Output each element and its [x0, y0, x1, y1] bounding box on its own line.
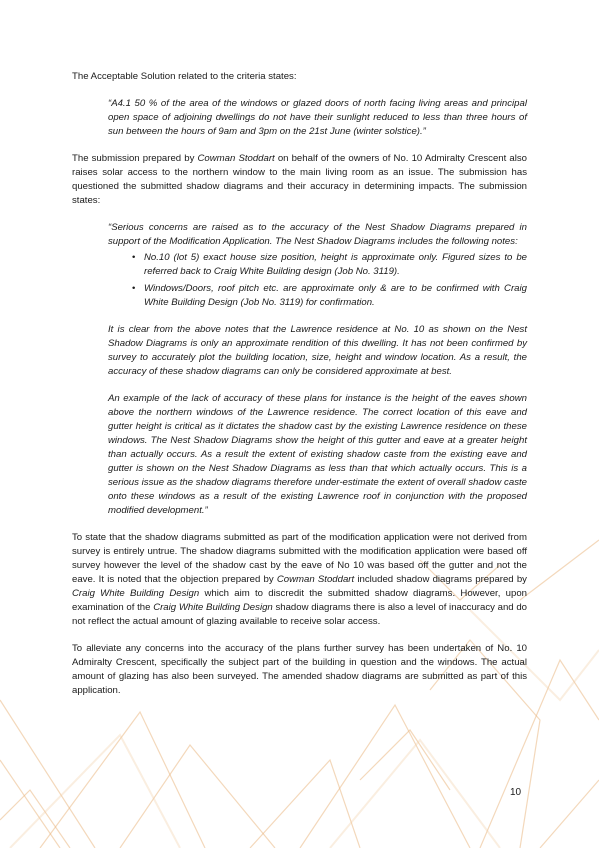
list-item	[108, 282, 527, 310]
bullet-icon: •	[132, 283, 136, 294]
designer-name-repeat: Craig White Building Design	[153, 602, 273, 613]
submission-paragraph	[72, 152, 527, 208]
submission-paragraph-post: on behalf of the owners of No. 10 Admiralty Crescent also raises solar access to the northern window to the main living room as an issue. The submission has questioned the submitted shadow diagrams and their accuracy in determining impacts. The submission states:	[72, 153, 528, 206]
page-number: 10	[510, 787, 522, 798]
response-part-2: included shadow diagrams prepared by	[354, 574, 527, 585]
submission-paragraph-pre: The submission prepared by	[72, 153, 198, 164]
quote-a41-text: “A4.1 50 % of the area of the windows or glazed doors of north facing living areas and principal open space of adjoining dwellings do not have their sunlight reduced to less than three hours of sun between the hours of 9am and 3pm on the 21st June (winter solstice).”	[108, 98, 527, 137]
document-body	[72, 70, 527, 698]
acceptable-solution-quote	[108, 97, 527, 139]
objector-name: Cowman Stoddart	[276, 574, 355, 585]
response-part-3: which aim to discredit the submitted shadow diagrams. However, upon examination of the	[72, 588, 527, 613]
response-paragraph	[72, 531, 527, 629]
intro-paragraph: The Acceptable Solution related to the criteria states:	[72, 71, 297, 82]
submission-author-name: Cowman Stoddart	[197, 153, 275, 164]
list-item	[108, 251, 527, 279]
notes-list	[108, 251, 527, 310]
list-item-text: Windows/Doors, roof pitch etc. are approximate only & are to be confirmed with Craig White Building Design (Job No. 3119) for confirmation.	[144, 283, 527, 308]
response-part-1: To state that the shadow diagrams submitted as part of the modification application were not derived from survey is entirely untrue. The shadow diagrams submitted with the modification application were based off survey however the level of the shadow cast by the eave of No 10 was based off the gutter and not the eave. It is noted that the objection prepared by	[72, 532, 527, 585]
submission-quote-opening: “Serious concerns are raised as to the accuracy of the Nest Shadow Diagrams prepared in support of the Modification Application. The Nest Shadow Diagrams includes the following notes:	[108, 222, 527, 247]
submission-quote	[108, 221, 527, 518]
list-item-text: No.10 (lot 5) exact house size position, height is approximate only. Figured sizes to be referred back to Craig White Building design (Job No. 3119).	[144, 252, 527, 277]
survey-paragraph: To alleviate any concerns into the accuracy of the plans further survey has been undertaken of No. 10 Admiralty Crescent, specifically the subject part of the building in question and the windows. The actual amount of glazing has also been surveyed. The amended shadow diagrams are submitted as part of this application.	[72, 643, 527, 696]
response-part-4: shadow diagrams there is also a level of inaccuracy and do not reflect the actual amount of glazing available to receive solar access.	[72, 602, 527, 627]
submission-quote-para-b: It is clear from the above notes that the Lawrence residence at No. 10 as shown on the Nest Shadow Diagrams is only an approximate rendition of this dwelling. It has not been confirmed by survey to accurately plot the building location, size, height and window location. As a result, the accuracy of these shadow diagrams can only be considered approximate at best.	[108, 324, 527, 377]
submission-quote-para-c: An example of the lack of accuracy of these plans for instance is the height of the eaves shown above the northern windows of the Lawrence residence. The correct location of this eave and gutter height is critical as it dictates the shadow cast by the existing Lawrence residence on these windows. The Nest Shadow Diagrams show the height of this gutter and eave at a greater height than actually occurs. As a result the extent of existing shadow caste from the existing eave and gutter is shown on the Nest Shadow Diagrams as less than that which actually occurs. This is a serious issue as the shadow diagrams therefore under-estimate the extent of overall shadow caste onto these windows as a result of the existing Lawrence roof in conjunction with the proposed modified development.”	[108, 393, 527, 516]
designer-name: Craig White Building Design	[72, 588, 200, 599]
bullet-icon: •	[132, 252, 136, 263]
